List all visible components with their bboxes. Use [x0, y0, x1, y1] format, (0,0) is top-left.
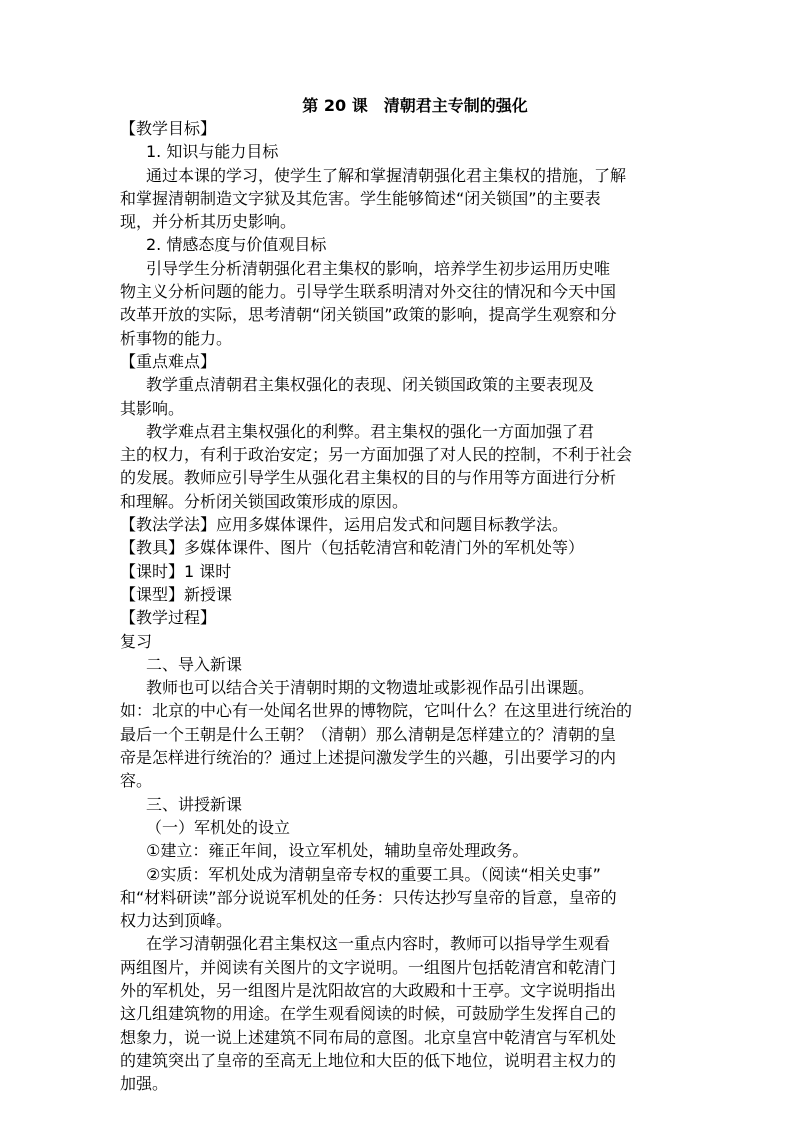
section-heading-objectives: 【教学目标】 [120, 119, 217, 138]
paragraph-line: 的发展。教师应引导学生从强化君主集权的目的与作用等方面进行分析 [120, 468, 617, 488]
paragraph-line: 最后一个王朝是什么王朝？（清朝）那么清朝是怎样建立的？清朝的皇 [120, 724, 617, 744]
paragraph-line: 其影响。 [120, 398, 185, 418]
document-page [120, 94, 640, 1095]
page-title: 第 20 课 清朝君主专制的强化 [302, 96, 528, 115]
section-heading-process: 【教学过程】 [120, 608, 217, 628]
paragraph-line: 外的军机处，另一组图片是沈阳故宫的大政殿和十王亭。文字说明指出 [120, 980, 617, 1000]
teaching-aids: 【教具】多媒体课件、图片（包括乾清宫和乾清门外的军机处等） [120, 538, 585, 558]
subheading: 1. 知识与能力目标 [146, 142, 279, 162]
paragraph-line: 教学难点君主集权强化的利弊。君主集权的强化一方面加强了君 [146, 421, 595, 441]
class-hours: 【课时】1 课时 [120, 561, 232, 581]
paragraph-line: 通过本课的学习，使学生了解和掌握清朝强化君主集权的措施，了解 [146, 165, 627, 185]
subheading: 2. 情感态度与价值观目标 [146, 235, 327, 255]
subheading: 二、导入新课 [146, 654, 243, 674]
paragraph-line: ①建立：雍正年间，设立军机处，辅助皇帝处理政务。 [146, 841, 529, 861]
paragraph-line: 引导学生分析清朝强化君主集权的影响，培养学生初步运用历史唯 [146, 258, 611, 278]
lesson-type: 【课型】新授课 [120, 584, 233, 604]
review-label: 复习 [120, 631, 153, 651]
section-heading-key-points: 【重点难点】 [120, 351, 217, 371]
paragraph-line: 物主义分析问题的能力。引导学生联系明清对外交往的情况和今天中国 [120, 282, 617, 302]
paragraph-line: 教师也可以结合关于清朝时期的文物遗址或影视作品引出课题。 [146, 678, 595, 698]
paragraph-line: 的建筑突出了皇帝的至高无上地位和大臣的低下地位，说明君主权力的 [120, 1050, 617, 1070]
paragraph-line: 权力达到顶峰。 [120, 911, 233, 931]
paragraph-line: 想象力，说一说上述建筑不同布局的意图。北京皇宫中乾清宫与军机处 [120, 1027, 617, 1047]
paragraph-line: 如：北京的中心有一处闻名世界的博物院，它叫什么？在这里进行统治的 [120, 701, 633, 721]
paragraph-line: 帝是怎样进行统治的？通过上述提问激发学生的兴趣，引出要学习的内 [120, 748, 617, 768]
paragraph-line: 在学习清朝强化君主集权这一重点内容时，教师可以指导学生观看 [146, 934, 611, 954]
paragraph-line: 主的权力，有利于政治安定；另一方面加强了对人民的控制，不利于社会 [120, 445, 633, 465]
paragraph-line: 现，并分析其历史影响。 [120, 212, 297, 232]
paragraph-line: 教学重点清朝君主集权强化的表现、闭关锁国政策的主要表现及 [146, 375, 595, 395]
paragraph-line: ②实质：军机处成为清朝皇帝专权的重要工具。（阅读“相关史事” [146, 864, 601, 884]
paragraph-line: 和理解。分析闭关锁国政策形成的原因。 [120, 491, 409, 511]
subheading: （一）军机处的设立 [146, 817, 291, 837]
paragraph-line: 两组图片，并阅读有关图片的文字说明。一组图片包括乾清宫和乾清门 [120, 957, 617, 977]
paragraph-line: 和“材料研读”部分说说军机处的任务：只传达抄写皇帝的旨意，皇帝的 [120, 887, 617, 907]
paragraph-line: 析事物的能力。 [120, 328, 233, 348]
paragraph-line: 这几组建筑物的用途。在学生观看阅读的时候，可鼓励学生发挥自己的 [120, 1004, 617, 1024]
paragraph-line: 改革开放的实际，思考清朝“闭关锁国”政策的影响，提高学生观察和分 [120, 305, 617, 325]
teaching-methods: 【教法学法】应用多媒体课件，运用启发式和问题目标教学法。 [120, 515, 569, 535]
paragraph-line: 加强。 [120, 1074, 169, 1094]
paragraph-line: 和掌握清朝制造文字狱及其危害。学生能够简述“闭关锁国”的主要表 [120, 188, 601, 208]
paragraph-line: 容。 [120, 771, 153, 791]
subheading: 三、讲授新课 [146, 794, 243, 814]
